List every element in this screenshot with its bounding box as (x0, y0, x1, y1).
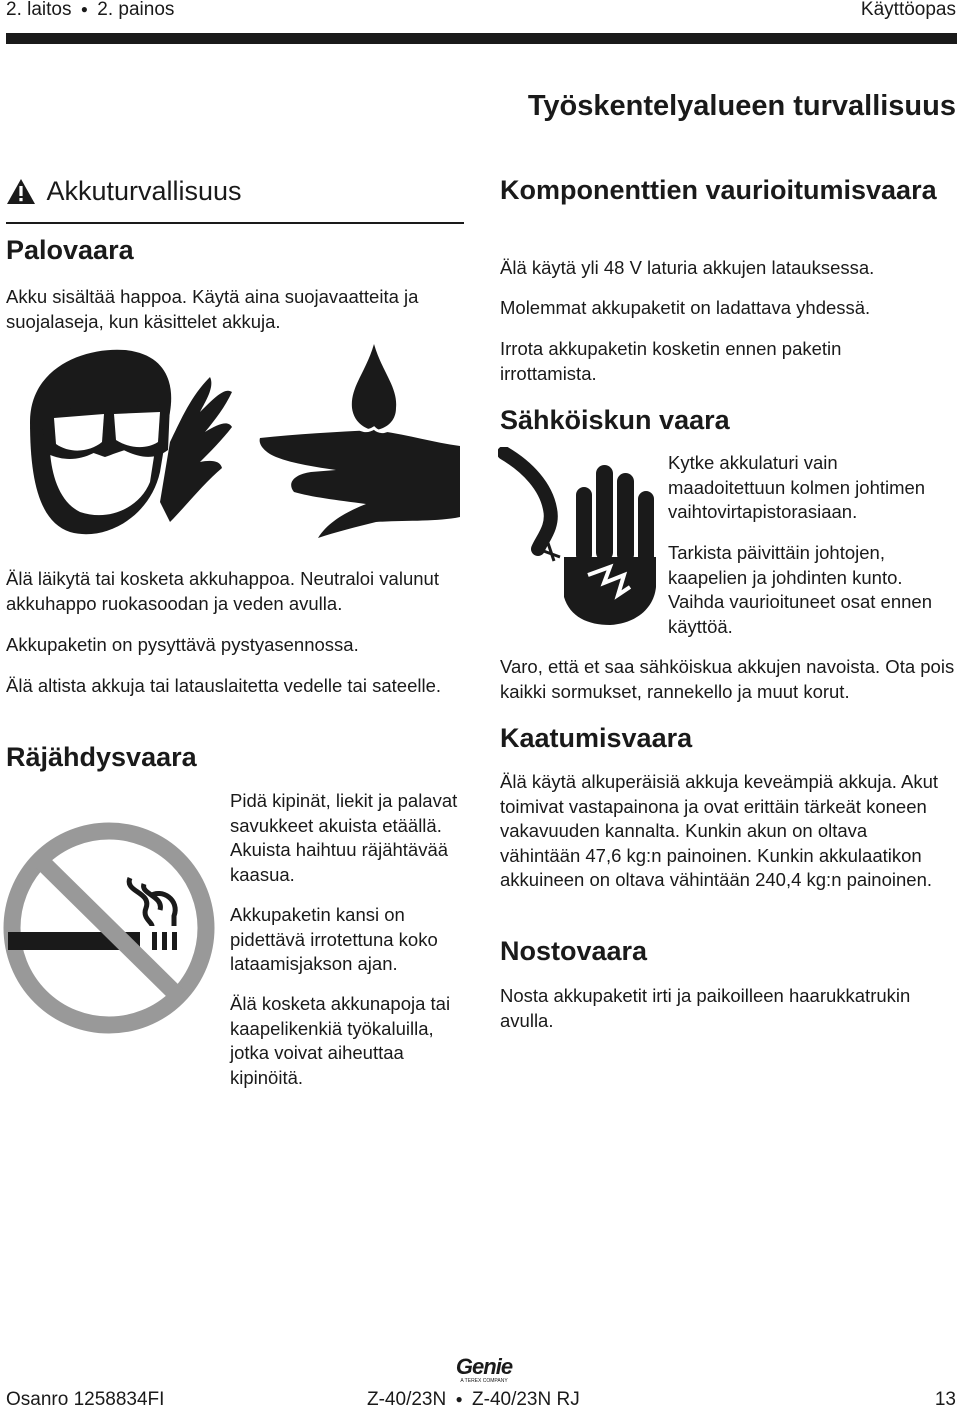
genie-logo (448, 1356, 520, 1384)
section-title: Akkuturvallisuus (46, 176, 242, 206)
section-heading (6, 176, 242, 207)
shock-hazard-p3: Varo, että et saa sähköiskua akkujen navoista. Ota pois kaikki sormukset, rannekello ja muut korut. (500, 656, 955, 702)
footer-page-number: 13 (934, 1389, 956, 1410)
footer-models: Z-40/23N ● Z-40/23N RJ (367, 1389, 580, 1410)
components-hazard-p2: Molemmat akkupaketit on ladattava yhdessä. (500, 297, 871, 318)
explosion-hazard-p3: Älä kosketa akkunapoja tai kaapelikenkiä työkaluilla, jotka voivat aiheuttaa kipinöitä. (230, 993, 451, 1088)
fire-hazard-p3: Älä altista akkuja tai latauslaitetta vedelle tai sateelle. (6, 675, 442, 696)
header-edition: 2. laitos ● 2. painos (6, 0, 175, 20)
explosion-hazard-p2: Akkupaketin kansi on pidettävä irrotettuna koko lataamisjakson ajan. (230, 904, 438, 974)
section-rule (6, 222, 464, 224)
fire-hazard-title: Palovaara (6, 235, 134, 265)
footer-part-number: Osanro 1258834FI (6, 1389, 165, 1410)
lift-hazard-title: Nostovaara (500, 936, 648, 966)
tip-hazard-p1: Älä käytä alkuperäisiä akkuja keveämpiä akkuja. Akut toimivat vastapainona ja ovat erittäin tärkeät koneen vakavuuden kannalta. Kunkin akun on oltava vähintään 47,6 kg:n painoinen. Kunkin akkulaatikon akkuineen on oltava vähintään 240,4 kg:n painoinen. (500, 771, 939, 890)
tip-hazard-title: Kaatumisvaara (500, 723, 693, 753)
shock-hazard-p2: Tarkista päivittäin johtojen, kaapelien ja johdinten kunto. Vaihda vaurioituneet osat ennen käyttöä. (668, 542, 932, 637)
fire-hazard-intro: Akku sisältää happoa. Käytä aina suojavaatteita ja suojalaseja, kun käsittelet akkuja. (6, 286, 419, 332)
shock-hazard-title: Sähköiskun vaara (500, 405, 730, 435)
components-hazard-p1: Älä käytä yli 48 V laturia akkujen latauksessa. (500, 257, 875, 278)
shock-hazard-p1: Kytke akkulaturi vain maadoitettuun kolmen johtimen vaihtovirtapistorasiaan. (668, 452, 926, 522)
explosion-hazard-title: Räjähdysvaara (6, 742, 197, 772)
warning-triangle-icon (6, 178, 36, 205)
acid-hand-icon (256, 342, 462, 542)
fire-hazard-p2: Akkupaketin on pysyttävä pystyasennossa. (6, 634, 359, 655)
header-manual-title: Käyttöopas (860, 0, 956, 20)
lift-hazard-p1: Nosta akkupaketit irti ja paikoilleen haarukkatrukin avulla. (500, 985, 911, 1031)
electric-shock-hand-icon (498, 447, 668, 627)
goggles-face-icon (10, 342, 235, 542)
genie-logo-subtext: A TEREX COMPANY (460, 1378, 508, 1384)
genie-logo-text: Genie (455, 1354, 513, 1379)
page-title: Työskentelyalueen turvallisuus (527, 90, 956, 122)
components-hazard-title: Komponenttien vaurioitumisvaara (500, 175, 937, 205)
fire-hazard-p1: Älä läikytä tai kosketa akkuhappoa. Neutraloi valunut akkuhappo ruokasoodan ja veden avulla. (6, 568, 439, 614)
header-rule (6, 33, 957, 44)
components-hazard-p3: Irrota akkupaketin kosketin ennen paketin irrottamista. (500, 338, 842, 384)
no-smoking-icon (2, 820, 216, 1036)
explosion-hazard-p1: Pidä kipinät, liekit ja palavat savukkeet akuista etäällä. Akuista haihtuu räjähtävää kaasua. (230, 790, 458, 885)
